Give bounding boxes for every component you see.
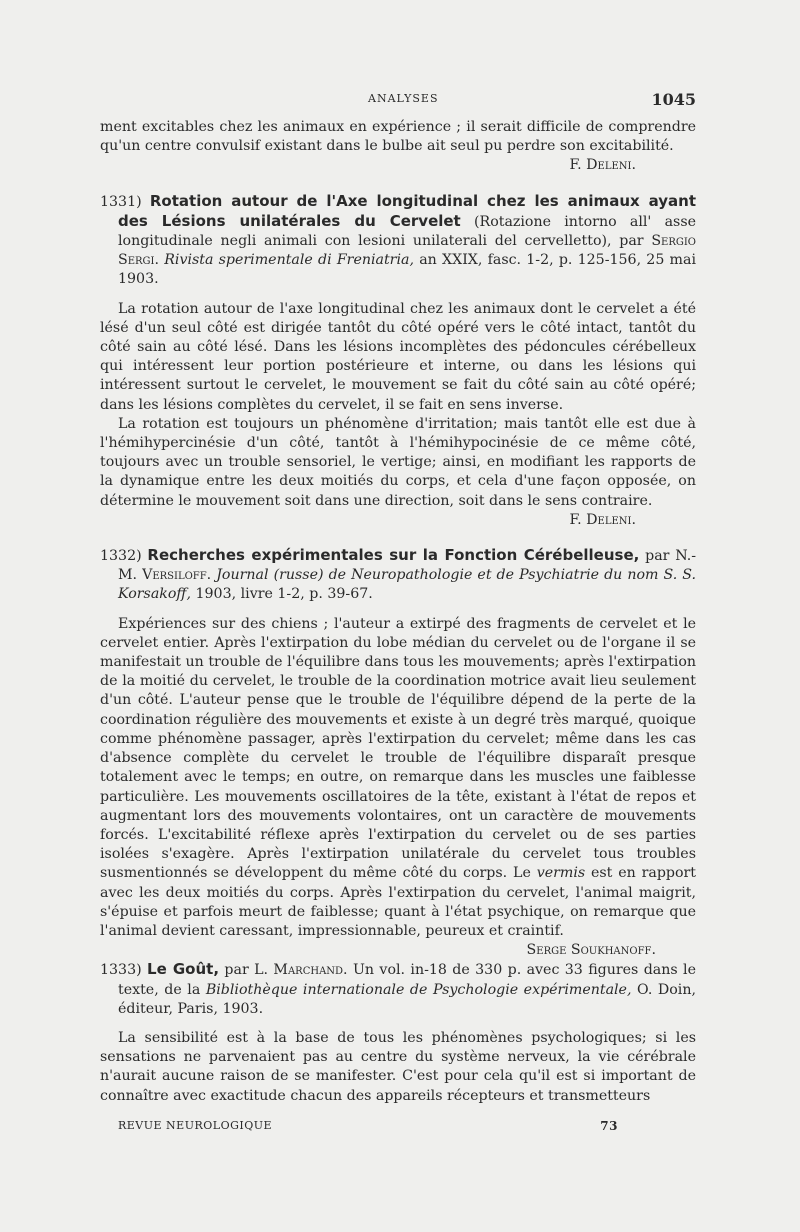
running-title: ANALYSES xyxy=(368,92,439,105)
signature: F. Deleni. xyxy=(569,157,636,174)
entry-title: Recherches expérimentales sur la Fonction Cérébelleuse, xyxy=(147,546,640,565)
entry-1332-heading xyxy=(100,546,696,605)
paragraph-text-end: est en rapport avec les deux moitiés du corps. Après l'extirpation du cervelet, l'animal maigrit, s'épuise et parfois meurt de faiblesse; quant à l'état psychique, on remarque que l'animal devient caressant, impressionnable, peureux et craintif. xyxy=(100,865,697,939)
entry-title: Rotation autour de l'Axe longitudinal chez les animaux ayant des Lésions unilatérales du Cervelet xyxy=(118,191,696,230)
entry-1331-paragraph-1: La rotation autour de l'axe longitudinal chez les animaux dont le cervelet a été lésé d'un seul côté est dirigée tantôt du côté opéré vers le côté intact, tantôt du côté sain au côté lésé. Dans les lésions incomplètes des pédoncules cérébelleux qui intéressent leur portion postérieure et interne, ou dans les lésions qui intéressent surtout le cervelet, le mouvement se fait du côté sain au côté opéré; dans les lésions complètes du cervelet, il se fait en sens inverse. xyxy=(100,300,696,413)
entry-citation-end: O. Doin, éditeur, Paris, 1903. xyxy=(118,981,696,1017)
entry-journal: Journal (russe) de Neuropathologie et de Psychiatrie du nom S. S. Korsakoff, xyxy=(118,567,697,603)
vermis-term: vermis xyxy=(536,865,586,882)
entry-citation: par L. xyxy=(219,962,274,979)
entry-citation-end: an XXIX, fasc. 1-2, p. 125-156, 25 mai 1903. xyxy=(118,252,697,288)
page-content xyxy=(100,118,696,1106)
entry-journal: Bibliothèque internationale de Psychologie expérimentale, xyxy=(205,981,632,998)
entry-number: 1333) xyxy=(100,962,142,979)
footer-signature-number: 73 xyxy=(600,1119,618,1133)
entry-1333-paragraph-1: La sensibilité est à la base de tous les phénomènes psychologiques; si les sensations ne parvenaient pas au centre du système nerveux, la vie cérébrale n'aurait aucune raison de se manifester. C'est pour cela qu'il est si important de connaître avec exactitude chacun des appareils récepteurs et transmetteurs xyxy=(100,1029,696,1104)
paragraph-text: Expériences sur des chiens ; l'auteur a extirpé des fragments de cervelet et le cervelet entier. Après l'extirpation du lobe médian du cervelet ou de l'organe il se manifestait un trouble de l'équilibre dans tous les mouvements; après l'extirpation de la moitié du cervelet, le trouble de la coordination motrice avait lieu seulement d'un côté. L'auteur pense que le trouble de l'équilibre dépend de la perte de la coordination régulière des mouvements et existe à un degré très marqué, quoique comme phénomène passager, après l'extirpation du cervelet; même dans les cas d'absence complète du cervelet le trouble de l'équilibre disparaît presque totalement avec le temps; en outre, on remarque dans les muscles une faiblesse particulière. Les mouvements oscillatoires de la tête, existant à l'état de repos et augmentant lors des mouvements volontaires, ont un caractère de mouvements forcés. L'excitabilité réflexe après l'extirpation du cervelet ou de ses parties isolées s'exagère. Après l'extirpation unilatérale du cervelet tous troubles susmentionnés se développent du même côté du corps. Le xyxy=(100,615,696,882)
entry-citation: (Rotazione intorno all' asse longitudinale negli animali con lesioni unilaterali del cervelletto), par xyxy=(118,213,697,250)
entry-author: Sergio Sergi. xyxy=(118,233,696,269)
entry-citation-mid: Un vol. in-18 de 330 p. avec 33 figures dans le texte, de la xyxy=(118,962,696,998)
entry-1331-heading xyxy=(100,192,696,290)
page-number: 1045 xyxy=(651,90,696,109)
signature: Serge Soukhanoff. xyxy=(526,942,656,959)
entry-author: Versiloff. xyxy=(142,567,212,584)
entry-citation: par N.-M. xyxy=(118,548,697,584)
footer-journal-name: REVUE NEUROLOGIQUE xyxy=(118,1119,273,1132)
page-header xyxy=(100,90,696,112)
entry-journal: Rivista sperimentale di Freniatria, xyxy=(164,252,414,269)
signature: F. Deleni. xyxy=(569,511,636,528)
entry-citation-end: 1903, livre 1-2, p. 39-67. xyxy=(190,586,373,603)
entry-number: 1332) xyxy=(100,548,142,565)
entry-title: Le Goût, xyxy=(147,960,220,979)
page-footer xyxy=(118,1119,618,1137)
continued-paragraph: ment excitables chez les animaux en expérience ; il serait difficile de comprendre qu'un centre convulsif existant dans le bulbe ait seul pu perdre son excitabilité. xyxy=(100,119,696,155)
entry-1332-paragraph-1 xyxy=(100,615,697,959)
entry-1333-heading xyxy=(100,960,696,1019)
entry-number: 1331) xyxy=(100,193,142,210)
entry-author: Marchand. xyxy=(273,962,348,979)
entry-1331-paragraph-2: La rotation est toujours un phénomène d'irritation; mais tantôt elle est due à l'hémihypercinésie d'un côté, tantôt à l'hémihypocinésie de ce même côté, toujours avec un trouble sensoriel, le vertige; ainsi, en modifiant les rapports de la dynamique entre les deux moitiés du corps, et cela d'une façon opposée, on détermine le mouvement soit dans une direction, soit dans le sens contraire. xyxy=(100,415,696,509)
